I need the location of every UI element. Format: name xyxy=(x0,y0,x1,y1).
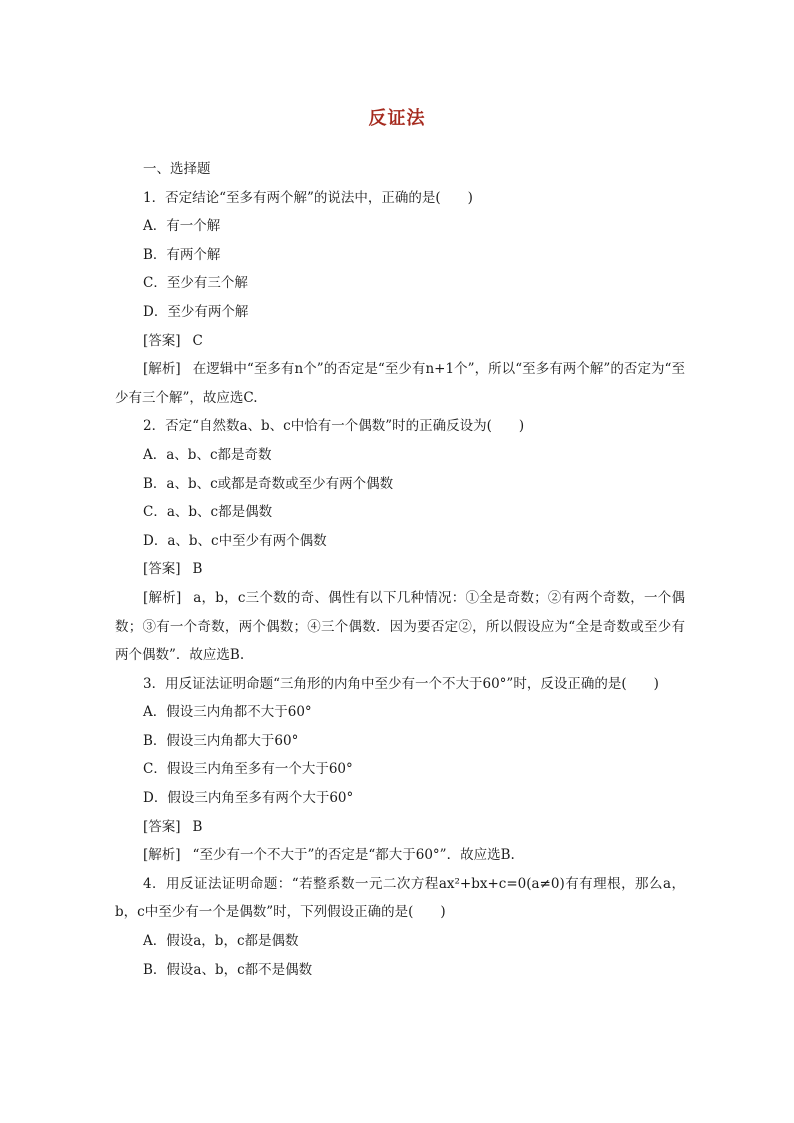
answer-label: [答案] xyxy=(143,332,181,349)
question-3-option-c: C．假设三内角至多有一个大于60° xyxy=(143,761,353,778)
analysis-label: [解析] xyxy=(143,589,182,606)
question-2-analysis xyxy=(115,584,685,670)
question-4-option-b: B．假设a、b，c都不是偶数 xyxy=(143,961,313,978)
answer-label: [答案] xyxy=(143,818,181,835)
question-4-option-a: A．假设a，b，c都是偶数 xyxy=(143,933,299,950)
question-2-option-a: A．a、b、c都是奇数 xyxy=(143,446,272,463)
question-3-answer xyxy=(115,813,685,842)
question-2-stem: 2．否定“自然数a、b、c中恰有一个偶数”时的正确反设为( ) xyxy=(143,418,525,435)
question-4-stem: 4．用反证法证明命题：“若整系数一元二次方程ax²+bx+c=0(a≠0)有有理根，那么a，b，c中至少有一个是偶数”时，下列假设正确的是( ) xyxy=(115,875,685,921)
question-3-option-a: A．假设三内角都不大于60° xyxy=(143,704,312,721)
question-2-option-c: C．a、b、c都是偶数 xyxy=(143,504,273,521)
question-3-analysis xyxy=(115,841,685,870)
question-3-option-b: B．假设三内角都大于60° xyxy=(143,732,299,749)
question-2-option-d: D．a、b、c中至少有两个偶数 xyxy=(143,532,327,549)
page-title: 反证法 xyxy=(368,108,426,129)
answer-value: B xyxy=(192,561,203,578)
analysis-label: [解析] xyxy=(143,361,181,378)
question-2-option-b: B．a、b、c或都是奇数或至少有两个偶数 xyxy=(143,475,394,492)
analysis-text: a，b，c三个数的奇、偶性有以下几种情况：①全是奇数；②有两个奇数，一个偶数；③有一个奇数，两个偶数；④三个偶数．因为要否定②，所以假设应为“全是奇数或至少有两个偶数”．故应选B. xyxy=(115,589,685,664)
document-body xyxy=(115,155,685,984)
analysis-text: 在逻辑中“至多有n个”的否定是“至少有n+1个”，所以“至多有两个解”的否定为“至少有三个解”，故应选C. xyxy=(115,361,685,406)
question-1-answer xyxy=(115,327,685,356)
question-1-stem: 1．否定结论“至多有两个解”的说法中，正确的是( ) xyxy=(143,189,473,206)
section-heading: 一、选择题 xyxy=(143,161,211,177)
analysis-label: [解析] xyxy=(143,847,181,864)
question-1-option-c: C．至少有三个解 xyxy=(143,275,248,292)
answer-label: [答案] xyxy=(143,561,181,578)
answer-value: B xyxy=(192,818,203,835)
analysis-text: “至少有一个不大于”的否定是“都大于60°”．故应选B. xyxy=(192,847,515,864)
answer-value: C xyxy=(192,332,203,349)
question-1-option-a: A．有一个解 xyxy=(143,218,221,235)
question-3-option-d: D．假设三内角至多有两个大于60° xyxy=(143,790,354,807)
question-2-answer xyxy=(115,555,685,584)
question-1-analysis xyxy=(115,355,685,412)
question-1-option-b: B．有两个解 xyxy=(143,246,221,263)
question-3-stem: 3．用反证法证明命题“三角形的内角中至少有一个不大于60°”时，反设正确的是( ) xyxy=(143,675,659,692)
question-1-option-d: D．至少有两个解 xyxy=(143,303,249,320)
